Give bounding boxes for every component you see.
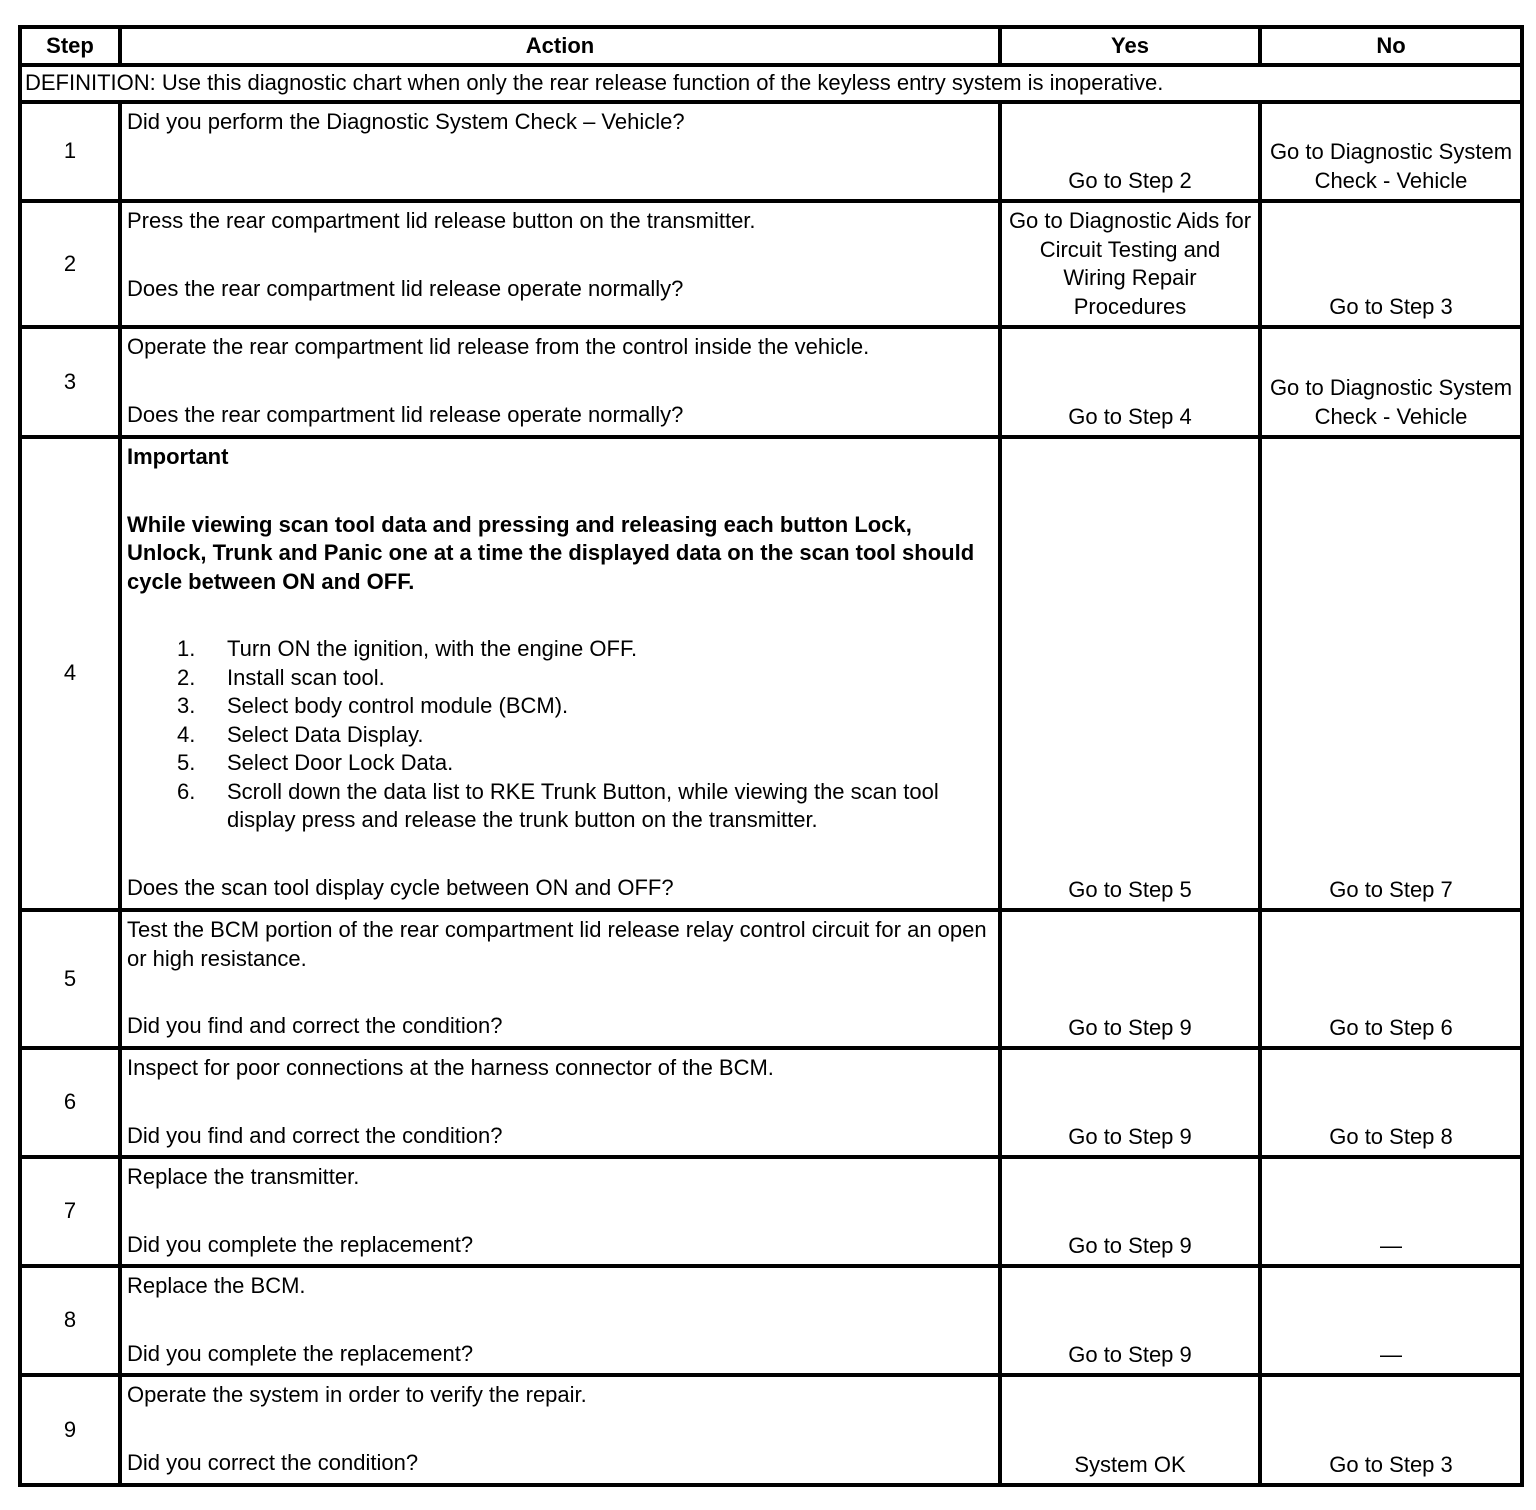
no-result: — xyxy=(1260,1266,1522,1375)
header-action: Action xyxy=(120,27,1000,65)
yes-result: System OK xyxy=(1000,1375,1260,1485)
table-row xyxy=(20,1266,1522,1375)
no-result: Go to Diagnostic System Check - Vehicle xyxy=(1260,102,1522,201)
action-question: Did you complete the replacement? xyxy=(127,1340,474,1366)
definition-text: DEFINITION: Use this diagnostic chart when only the rear release function of the keyless entry system is inoperative. xyxy=(20,65,1522,102)
important-text: While viewing scan tool data and pressing and releasing each button Lock, Unlock, Trunk and Panic one at a time the displayed data on the scan tool should cycle between ON and OFF. xyxy=(127,511,975,594)
no-result: Go to Step 6 xyxy=(1260,910,1522,1048)
action-question: Did you find and correct the condition? xyxy=(127,1013,503,1038)
list-item xyxy=(127,778,993,835)
step-number: 3 xyxy=(20,327,120,437)
header-row xyxy=(20,27,1522,65)
table-row xyxy=(20,1048,1522,1157)
action-cell xyxy=(120,201,1000,327)
important-heading: Important xyxy=(127,444,229,469)
list-number: 4. xyxy=(177,721,196,747)
action-text: Test the BCM portion of the rear compartment lid release relay control circuit for an open or high resistance. xyxy=(127,917,987,971)
list-text: Scroll down the data list to RKE Trunk Button, while viewing the scan tool display press and release the trunk button on the transmitter. xyxy=(227,778,939,832)
action-question: Did you find and correct the condition? xyxy=(127,1122,503,1148)
action-cell xyxy=(120,327,1000,437)
no-result: — xyxy=(1260,1157,1522,1266)
step-number: 9 xyxy=(20,1375,120,1485)
yes-result: Go to Step 5 xyxy=(1000,437,1260,910)
step-number: 5 xyxy=(20,910,120,1048)
yes-result: Go to Step 9 xyxy=(1000,910,1260,1048)
yes-result: Go to Step 9 xyxy=(1000,1048,1260,1157)
step-number: 4 xyxy=(20,437,120,910)
yes-result: Go to Diagnostic Aids for Circuit Testing and Wiring Repair Procedures xyxy=(1000,201,1260,327)
header-no: No xyxy=(1260,27,1522,65)
action-question: Does the rear compartment lid release operate normally? xyxy=(127,275,684,301)
yes-result: Go to Step 2 xyxy=(1000,102,1260,201)
table-row xyxy=(20,1157,1522,1266)
procedure-list xyxy=(127,635,993,835)
no-result: Go to Step 7 xyxy=(1260,437,1522,910)
list-item xyxy=(127,721,993,750)
action-cell xyxy=(120,1048,1000,1157)
action-text: Operate the rear compartment lid release from the control inside the vehicle. xyxy=(127,334,870,359)
step-number: 7 xyxy=(20,1157,120,1266)
yes-result: Go to Step 9 xyxy=(1000,1157,1260,1266)
step-number: 1 xyxy=(20,102,120,201)
table-row xyxy=(20,102,1522,201)
list-text: Select body control module (BCM). xyxy=(227,693,569,718)
action-cell xyxy=(120,102,1000,201)
action-cell xyxy=(120,1375,1000,1485)
action-question: Did you correct the condition? xyxy=(127,1449,419,1475)
list-number: 5. xyxy=(177,750,196,775)
list-item xyxy=(127,749,993,778)
list-text: Select Data Display. xyxy=(227,721,424,747)
list-item xyxy=(127,664,993,693)
list-number: 1. xyxy=(177,636,196,661)
step-number: 6 xyxy=(20,1048,120,1157)
list-number: 2. xyxy=(177,664,196,690)
action-text: Press the rear compartment lid release button on the transmitter. xyxy=(127,208,756,233)
table-row xyxy=(20,1375,1522,1485)
action-question: Does the rear compartment lid release operate normally? xyxy=(127,401,684,427)
list-item xyxy=(127,692,993,721)
list-text: Install scan tool. xyxy=(227,664,385,690)
no-result: Go to Diagnostic System Check - Vehicle xyxy=(1260,327,1522,437)
no-result: Go to Step 3 xyxy=(1260,201,1522,327)
action-text: Replace the transmitter. xyxy=(127,1164,360,1189)
step-number: 8 xyxy=(20,1266,120,1375)
action-text: Operate the system in order to verify the repair. xyxy=(127,1382,587,1407)
action-text: Inspect for poor connections at the harness connector of the BCM. xyxy=(127,1055,774,1080)
step-number: 2 xyxy=(20,201,120,327)
action-cell xyxy=(120,910,1000,1048)
list-item xyxy=(127,635,993,664)
yes-result: Go to Step 4 xyxy=(1000,327,1260,437)
table-row xyxy=(20,437,1522,910)
list-text: Turn ON the ignition, with the engine OFF. xyxy=(227,636,638,661)
action-text: Did you perform the Diagnostic System Check – Vehicle? xyxy=(127,109,685,134)
table-row xyxy=(20,327,1522,437)
header-step: Step xyxy=(20,27,120,65)
no-result: Go to Step 8 xyxy=(1260,1048,1522,1157)
table-row xyxy=(20,201,1522,327)
list-number: 3. xyxy=(177,693,196,718)
table-row xyxy=(20,910,1522,1048)
no-result: Go to Step 3 xyxy=(1260,1375,1522,1485)
yes-result: Go to Step 9 xyxy=(1000,1266,1260,1375)
diagnostic-table xyxy=(18,25,1524,1487)
header-yes: Yes xyxy=(1000,27,1260,65)
definition-row xyxy=(20,65,1522,102)
action-text: Replace the BCM. xyxy=(127,1273,306,1298)
list-number: 6. xyxy=(177,778,196,804)
action-cell xyxy=(120,1266,1000,1375)
list-text: Select Door Lock Data. xyxy=(227,750,454,775)
action-question: Does the scan tool display cycle between ON and OFF? xyxy=(127,874,674,900)
action-cell xyxy=(120,1157,1000,1266)
action-question: Did you complete the replacement? xyxy=(127,1231,474,1257)
action-cell xyxy=(120,437,1000,910)
